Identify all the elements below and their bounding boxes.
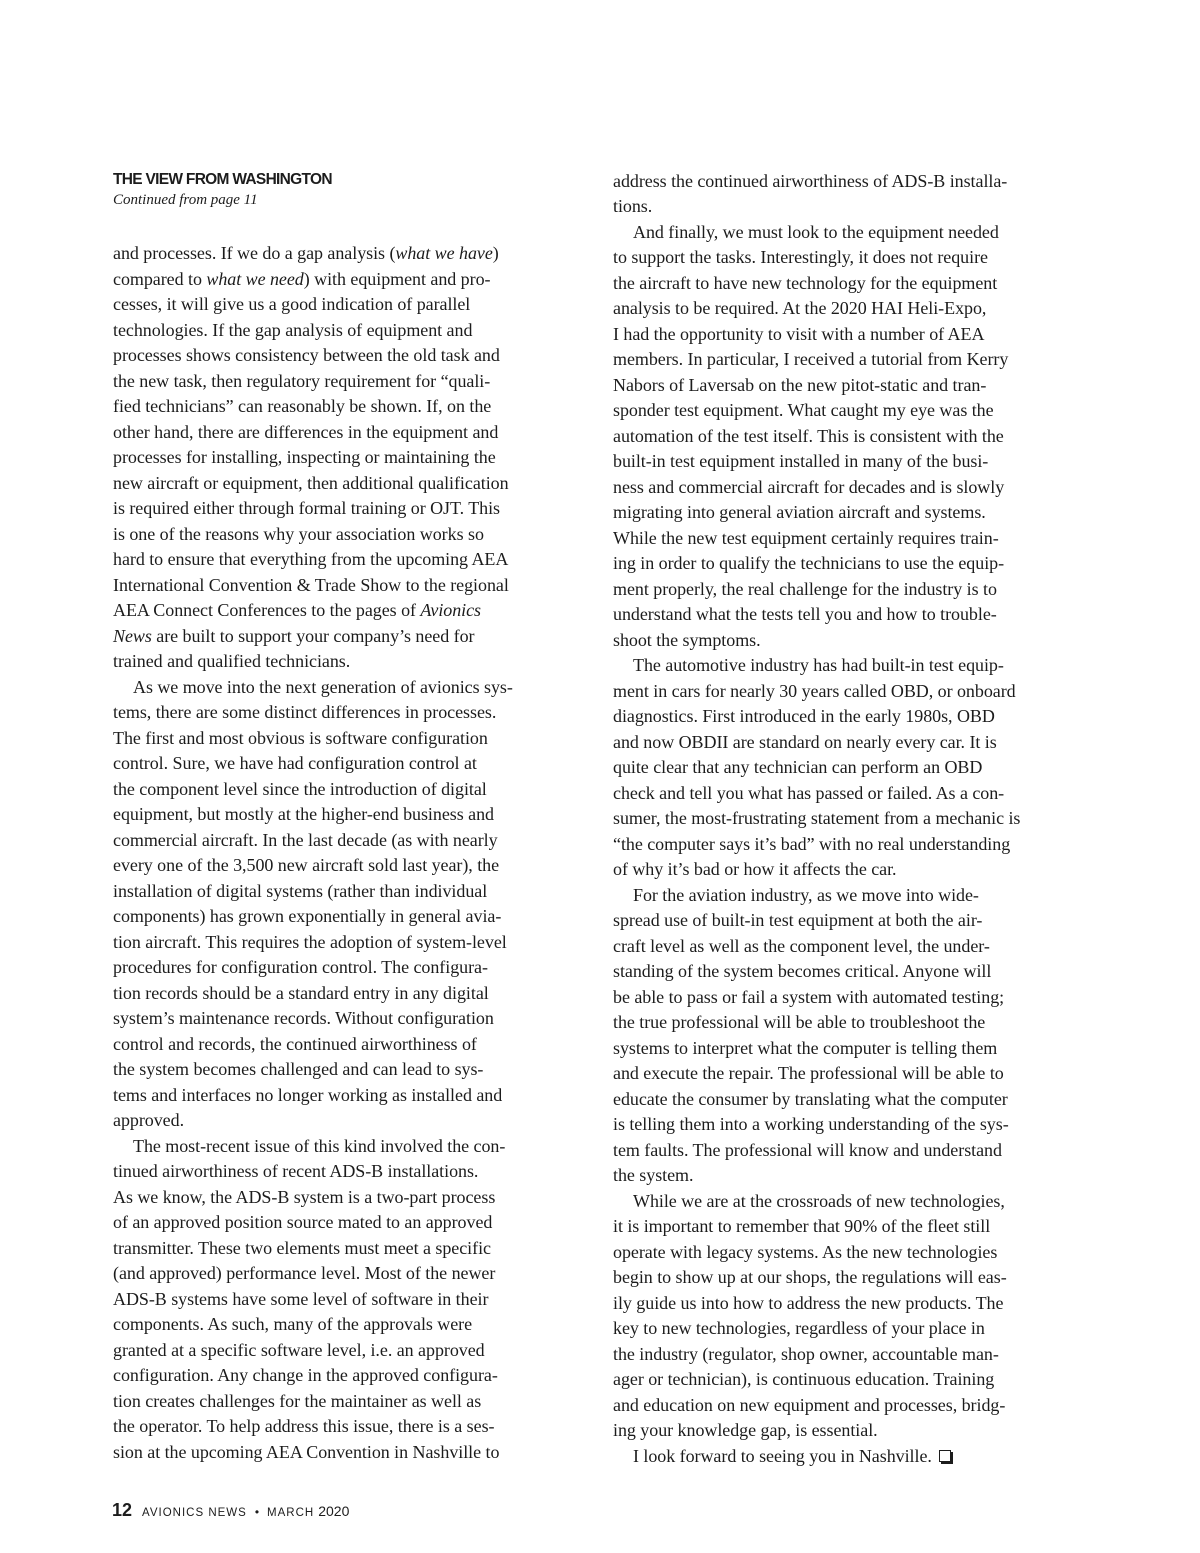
publication-title: News	[113, 626, 152, 646]
text-line: built-in test equipment installed in many of the busi-	[613, 451, 989, 471]
text-line: (and approved) performance level. Most of the newer	[113, 1263, 496, 1283]
text-line: ment in cars for nearly 30 years called OBD, or onboard	[613, 681, 1016, 701]
text-line: compared to what we need) with equipment and pro-	[113, 269, 491, 289]
section-title: THE VIEW FROM WASHINGTON	[113, 171, 332, 188]
text-line: As we know, the ADS-B system is a two-part process	[113, 1187, 496, 1207]
text-line: of why it’s bad or how it affects the car.	[613, 859, 897, 879]
text-line: be able to pass or fail a system with automated testing;	[613, 987, 1005, 1007]
end-of-article-square-icon	[939, 1450, 951, 1462]
text-line: sion at the upcoming AEA Convention in Nashville to	[113, 1442, 500, 1462]
text-line: sumer, the most-frustrating statement from a mechanic is	[613, 808, 1021, 828]
text-line: ager or technician), is continuous education. Training	[613, 1369, 995, 1389]
text-line: the component level since the introduction of digital	[113, 779, 487, 799]
text-line: and execute the repair. The professional will be able to	[613, 1063, 1004, 1083]
text-line: components) has grown exponentially in general avia-	[113, 906, 502, 926]
text-line: craft level as well as the component level, the under-	[613, 936, 990, 956]
page-number: 12	[112, 1500, 133, 1520]
text-line: shoot the symptoms.	[613, 630, 761, 650]
text-line: procedures for configuration control. The configura-	[113, 957, 488, 977]
text-line: the true professional will be able to troubleshoot the	[613, 1012, 986, 1032]
text-line: tions.	[613, 196, 653, 216]
text-line: equipment, but mostly at the higher-end business and	[113, 804, 494, 824]
text-line: analysis to be required. At the 2020 HAI Heli-Expo,	[613, 298, 987, 318]
text-line: control and records, the continued airworthiness of	[113, 1034, 477, 1054]
left-text-column	[113, 0, 593, 1553]
text-line: installation of digital systems (rather than individual	[113, 881, 488, 901]
issue-month: MARCH	[267, 1507, 315, 1519]
text-line: ing your knowledge gap, is essential.	[613, 1420, 878, 1440]
text-line: tinued airworthiness of recent ADS-B installations.	[113, 1161, 479, 1181]
text-line: components. As such, many of the approvals were	[113, 1314, 473, 1334]
text-line: I had the opportunity to visit with a number of AEA	[613, 324, 985, 344]
text-line: system’s maintenance records. Without configuration	[113, 1008, 494, 1028]
text-line: control. Sure, we have had configuration control at	[113, 753, 477, 773]
paragraph-first-line: For the aviation industry, as we move into wide-	[633, 885, 979, 905]
text-line: tem faults. The professional will know and understand	[613, 1140, 1002, 1160]
text-line: and education on new equipment and processes, bridg-	[613, 1395, 1006, 1415]
text-line: “the computer says it’s bad” with no real understanding	[613, 834, 1011, 854]
paragraph-first-line: The most-recent issue of this kind involved the con-	[133, 1136, 506, 1156]
text-line: the system becomes challenged and can lead to sys-	[113, 1059, 484, 1079]
text-line: trained and qualified technicians.	[113, 651, 351, 671]
text-line: hard to ensure that everything from the upcoming AEA	[113, 549, 509, 569]
text-line: the aircraft to have new technology for the equipment	[613, 273, 998, 293]
text-line: to support the tasks. Interestingly, it does not require	[613, 247, 988, 267]
paragraph-first-line: I look forward to seeing you in Nashville.	[633, 1445, 951, 1467]
text-line: processes for installing, inspecting or maintaining the	[113, 447, 496, 467]
text-line: While the new test equipment certainly requires train-	[613, 528, 999, 548]
right-text-column	[613, 0, 1093, 1553]
text-line: The first and most obvious is software configuration	[113, 728, 488, 748]
text-line: the new task, then regulatory requirement for “quali-	[113, 371, 491, 391]
text-line: transmitter. These two elements must meet a specific	[113, 1238, 491, 1258]
text-line: technologies. If the gap analysis of equipment and	[113, 320, 473, 340]
text-line: tems, there are some distinct differences in processes.	[113, 702, 497, 722]
magazine-name: AVIONICS NEWS	[142, 1507, 247, 1519]
text-line: International Convention & Trade Show to the regional	[113, 575, 509, 595]
text-line: ness and commercial aircraft for decades and is slowly	[613, 477, 1005, 497]
text-line: migrating into general aviation aircraft and systems.	[613, 502, 986, 522]
text-line: it is important to remember that 90% of the fleet still	[613, 1216, 991, 1236]
text-line: tems and interfaces no longer working as installed and	[113, 1085, 503, 1105]
paragraph-first-line: And finally, we must look to the equipment needed	[633, 222, 999, 242]
text-line: approved.	[113, 1110, 185, 1130]
text-line: operate with legacy systems. As the new technologies	[613, 1242, 998, 1262]
text-line: configuration. Any change in the approved configura-	[113, 1365, 498, 1385]
publication-title: Avionics	[420, 600, 482, 620]
text-line: is telling them into a working understanding of the sys-	[613, 1114, 1009, 1134]
text-line: ing in order to qualify the technicians to use the equip-	[613, 553, 1005, 573]
text-line: systems to interpret what the computer is telling them	[613, 1038, 998, 1058]
text-line: and processes. If we do a gap analysis (what we have)	[113, 243, 499, 263]
text-line: is required either through formal training or OJT. This	[113, 498, 500, 518]
text-line: educate the consumer by translating what the computer	[613, 1089, 1008, 1109]
text-line: members. In particular, I received a tutorial from Kerry	[613, 349, 1009, 369]
text-line: Nabors of Laversab on the new pitot-static and tran-	[613, 375, 987, 395]
text-line: processes shows consistency between the old task and	[113, 345, 500, 365]
text-line: standing of the system becomes critical. Anyone will	[613, 961, 992, 981]
text-line: the system.	[613, 1165, 694, 1185]
text-line: ADS-B systems have some level of software in their	[113, 1289, 489, 1309]
text-line: new aircraft or equipment, then additional qualification	[113, 473, 509, 493]
text-line: is one of the reasons why your association works so	[113, 524, 484, 544]
text-line: sponder test equipment. What caught my eye was the	[613, 400, 994, 420]
text-line: the operator. To help address this issue, there is a ses-	[113, 1416, 495, 1436]
text-line: spread use of built-in test equipment at both the air-	[613, 910, 983, 930]
text-line: tion aircraft. This requires the adoption of system-level	[113, 932, 507, 952]
paragraph-first-line: As we move into the next generation of avionics sys-	[133, 677, 513, 697]
text-line: address the continued airworthiness of ADS-B installa-	[613, 171, 1008, 191]
emphasis: what we need	[206, 269, 304, 289]
paragraph-first-line: The automotive industry has had built-in test equip-	[633, 655, 1004, 675]
text-line: tion records should be a standard entry in any digital	[113, 983, 489, 1003]
page-footer	[112, 1498, 349, 1525]
text-line: of an approved position source mated to an approved	[113, 1212, 493, 1232]
text-line: the industry (regulator, shop owner, accountable man-	[613, 1344, 999, 1364]
text-line: automation of the test itself. This is consistent with the	[613, 426, 1004, 446]
emphasis: what we have	[395, 243, 493, 263]
text-line: commercial aircraft. In the last decade (as with nearly	[113, 830, 498, 850]
text-line: fied technicians” can reasonably be shown. If, on the	[113, 396, 492, 416]
text-line: check and tell you what has passed or failed. As a con-	[613, 783, 1005, 803]
text-line: ily guide us into how to address the new products. The	[613, 1293, 1004, 1313]
paragraph-first-line: While we are at the crossroads of new technologies,	[633, 1191, 1005, 1211]
continued-from-note: Continued from page 11	[113, 192, 258, 208]
text-line: begin to show up at our shops, the regulations will eas-	[613, 1267, 1007, 1287]
text-line: tion creates challenges for the maintainer as well as	[113, 1391, 482, 1411]
text-line: understand what the tests tell you and how to trouble-	[613, 604, 997, 624]
text-line: granted at a specific software level, i.e. an approved	[113, 1340, 485, 1360]
text-line: and now OBDII are standard on nearly every car. It is	[613, 732, 997, 752]
text-line: cesses, it will give us a good indication of parallel	[113, 294, 471, 314]
footer-separator: •	[254, 1505, 260, 1519]
text-line: News are built to support your company’s need for	[113, 626, 475, 646]
text-line: other hand, there are differences in the equipment and	[113, 422, 499, 442]
text-line: AEA Connect Conferences to the pages of Avionics	[113, 600, 482, 620]
text-line: key to new technologies, regardless of your place in	[613, 1318, 985, 1338]
text-line: ment properly, the real challenge for the industry is to	[613, 579, 997, 599]
text-line: diagnostics. First introduced in the early 1980s, OBD	[613, 706, 995, 726]
text-line: quite clear that any technician can perform an OBD	[613, 757, 983, 777]
text-line: every one of the 3,500 new aircraft sold last year), the	[113, 855, 500, 875]
issue-year: 2020	[318, 1503, 350, 1519]
